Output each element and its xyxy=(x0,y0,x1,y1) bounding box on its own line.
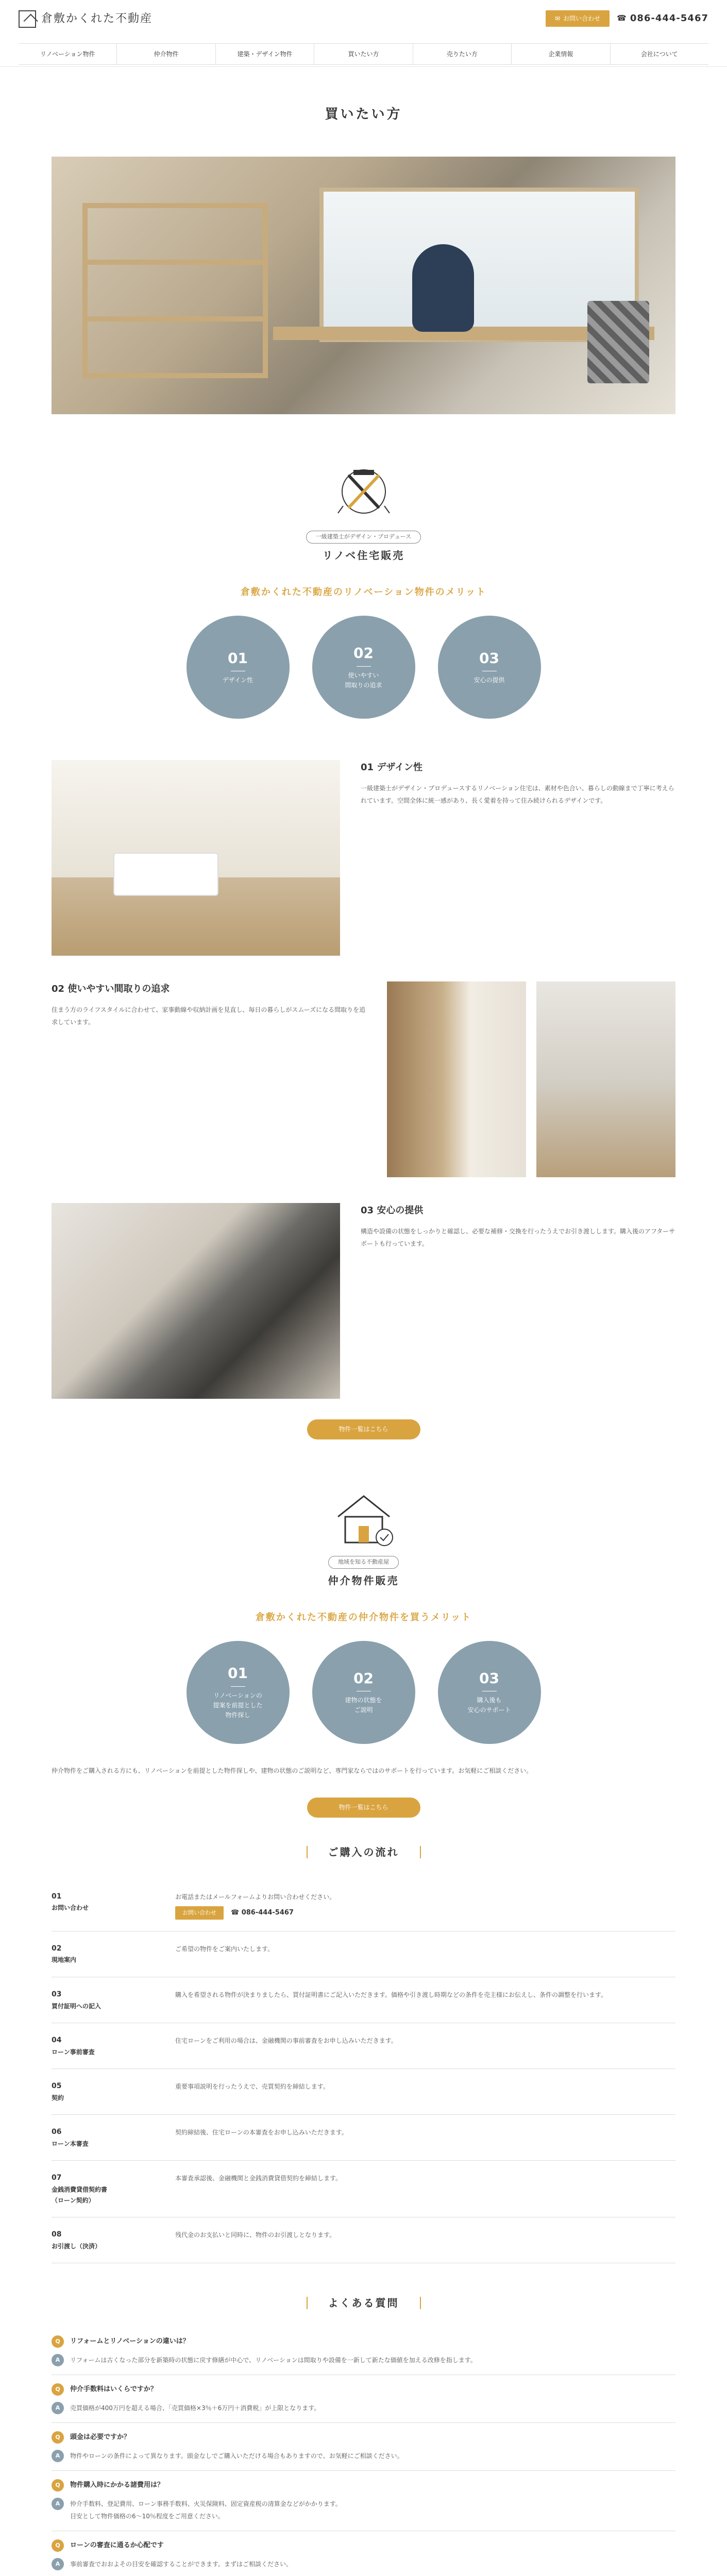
flow-step xyxy=(52,1879,675,1931)
feature-row-safety xyxy=(52,1203,675,1399)
merit-label: 安心の提供 xyxy=(474,676,505,684)
renovation-title: リノベ住宅販売 xyxy=(322,549,405,562)
nav-item-brokerage[interactable]: 仲介物件 xyxy=(117,44,215,64)
header-tel-number: 086-444-5467 xyxy=(630,12,708,24)
header-contact xyxy=(546,10,708,27)
flow-step-name: 金銭消費貸借契約書 （ローン契約） xyxy=(52,2186,108,2204)
renovation-merit-circles xyxy=(0,616,727,719)
feature-text xyxy=(361,1203,675,1399)
header-mail-button[interactable] xyxy=(546,10,610,27)
phone-icon: ☎ xyxy=(617,13,627,23)
flow-step-text: お電話またはメールフォームよりお問い合わせください。 xyxy=(175,1893,336,1901)
flow-step-label xyxy=(52,2172,175,2206)
flow-step-name: お引渡し（決済） xyxy=(52,2242,102,2250)
merit-divider xyxy=(231,1686,245,1687)
flow-step-number: 04 xyxy=(52,2036,62,2044)
answer-text: 物件やローンの条件によって異なります。頭金なしでご購入いただける場合もありますので、お気軽にご相談ください。 xyxy=(70,2452,403,2460)
faq-answer xyxy=(52,2402,675,2414)
hero-chair xyxy=(587,301,649,383)
hero-shelf xyxy=(82,203,268,378)
flow-step-label xyxy=(52,1943,175,1965)
merit-label: 使いやすい 間取りの追求 xyxy=(345,671,382,689)
flow-contact-buttons xyxy=(175,1906,675,1920)
merit-label: 購入後も 安心のサポート xyxy=(467,1697,511,1714)
merit-circle xyxy=(312,1641,415,1744)
flow-tel[interactable] xyxy=(231,1906,294,1920)
merit-circle xyxy=(312,616,415,719)
brokerage-merit-title: 倉敷かくれた不動産の仲介物件を買うメリット xyxy=(255,1612,472,1623)
flow-step-text: 契約締結後、住宅ローンの本審査をお申し込みいただきます。 xyxy=(175,2129,348,2137)
question-text: リフォームとリノベーションの違いは？ xyxy=(70,2337,190,2346)
hero-person xyxy=(412,244,474,332)
merit-number: 01 xyxy=(228,1665,248,1682)
page-title: 買いたい方 xyxy=(325,107,402,122)
question-badge: Q xyxy=(52,2431,64,2444)
answer-text: リフォームは古くなった部分を新築時の状態に戻す修繕が中心で、リノベーションは間取りや設備を一新して新たな価値を加える改修を指します。 xyxy=(70,2357,477,2364)
brokerage-list-button[interactable]: 物件一覧はこちら xyxy=(307,1798,420,1817)
flow-step-number: 05 xyxy=(52,2082,62,2091)
flow-step xyxy=(52,2217,675,2263)
flow-step-text: 残代金のお支払いと同時に、物件のお引渡しとなります。 xyxy=(175,2231,336,2239)
flow-step xyxy=(52,2161,675,2217)
faq-question[interactable] xyxy=(52,2539,675,2552)
header-tel[interactable] xyxy=(617,11,708,27)
flow-step-text: 重要事項説明を行ったうえで、売買契約を締結します。 xyxy=(175,2083,329,2091)
flow-mail-button[interactable]: お問い合わせ xyxy=(175,1906,224,1920)
renovation-list-button[interactable]: 物件一覧はこちら xyxy=(307,1419,420,1439)
site-logo[interactable] xyxy=(19,9,153,28)
renovation-heading xyxy=(0,455,727,564)
phone-icon: ☎ xyxy=(231,1908,242,1917)
flow-step-number: 03 xyxy=(52,1990,62,1998)
question-text: ローンの審査に通るか心配です xyxy=(70,2541,164,2550)
flow-step-label xyxy=(52,2035,175,2057)
flow-step-label xyxy=(52,1989,175,2011)
merit-number: 01 xyxy=(228,649,248,667)
answer-badge: A xyxy=(52,2558,64,2570)
merit-circle xyxy=(438,616,541,719)
feature-photo-closet xyxy=(536,981,675,1177)
merit-label: リノベーションの 提案を前提とした 物件探し xyxy=(213,1691,263,1719)
faq-answer xyxy=(52,2354,675,2366)
renovation-merit-title: 倉敷かくれた不動産のリノベーション物件のメリット xyxy=(240,586,487,598)
brokerage-merit-circles xyxy=(0,1641,727,1744)
flow-title xyxy=(0,1843,727,1861)
answer-badge: A xyxy=(52,2354,64,2366)
faq-item xyxy=(52,2531,675,2576)
flow-step-name: 現地案内 xyxy=(52,1956,77,1964)
flow-step xyxy=(52,1931,675,1977)
flow-step xyxy=(52,2115,675,2161)
flow-step-label xyxy=(52,2080,175,2103)
nav-item-renovation[interactable]: リノベーション物件 xyxy=(19,44,117,64)
feature-body: 構造や設備の状態をしっかりと確認し、必要な補修・交換を行ったうえでお引き渡しします。購入後のアフターサポートも行っています。 xyxy=(361,1228,675,1248)
brokerage-title: 仲介物件販売 xyxy=(328,1574,399,1587)
flow-step-name: 契約 xyxy=(52,2094,64,2102)
merit-number: 02 xyxy=(353,1669,374,1687)
logo-text: 倉敷かくれた不動産 xyxy=(41,12,153,25)
flow-step xyxy=(52,2023,675,2069)
feature-title: 03 安心の提供 xyxy=(361,1205,424,1216)
flow-step-name: お問い合わせ xyxy=(52,1904,89,1912)
faq-item xyxy=(52,2327,675,2375)
question-badge: Q xyxy=(52,2539,64,2552)
faq-question[interactable] xyxy=(52,2335,675,2348)
feature-body: 住まう方のライフスタイルに合わせて、家事動線や収納計画を見直し、毎日の暮らしがスムーズになる間取りを追求しています。 xyxy=(52,1006,366,1026)
flow-step xyxy=(52,1977,675,2023)
faq-list xyxy=(52,2327,675,2576)
flow-step-number: 06 xyxy=(52,2128,62,2137)
flow-step-text: ご希望の物件をご案内いたします。 xyxy=(175,1945,274,1953)
faq-item xyxy=(52,2471,675,2531)
feature-photo-layout xyxy=(387,981,675,1177)
purchase-flow xyxy=(52,1879,675,2264)
nav-item-sell[interactable]: 売りたい方 xyxy=(413,44,512,64)
merit-label: デザイン性 xyxy=(222,676,253,684)
answer-text: 売買価格が400万円を超える場合、「売買価格×3％＋6万円＋消費税」が上限となります。 xyxy=(70,2404,320,2412)
merit-number: 03 xyxy=(479,1669,499,1687)
nav-item-about[interactable]: 会社について xyxy=(640,50,678,58)
merit-label: 建物の状態を ご説明 xyxy=(345,1697,382,1714)
faq-question[interactable] xyxy=(52,2383,675,2396)
feature-title: 01 デザイン性 xyxy=(361,762,423,773)
feature-row-layout xyxy=(52,981,675,1177)
site-header xyxy=(0,0,727,67)
flow-step-text: 住宅ローンをご利用の場合は、金融機関の事前審査をお申し込みいただきます。 xyxy=(175,2037,397,2044)
nav-item-design[interactable]: 建築・デザイン物件 xyxy=(216,44,314,64)
flow-step-number: 01 xyxy=(52,1892,62,1901)
brokerage-note: 仲介物件をご購入される方にも、リノベーションを前提とした物件探しや、建物の状態のご説明など、専門家ならではのサポートを行っています。お気軽にご相談ください。 xyxy=(52,1767,533,1775)
house-icon xyxy=(323,1481,405,1553)
brokerage-pill: 地域を知る不動産屋 xyxy=(328,1556,399,1569)
nav-item-buy[interactable]: 買いたい方 xyxy=(314,44,413,64)
feature-photo-living xyxy=(387,981,526,1177)
answer-badge: A xyxy=(52,2450,64,2462)
flow-step-text: 本審査承認後、金融機関と金銭消費貸借契約を締結します。 xyxy=(175,2175,342,2182)
header-mail-label: お問い合わせ xyxy=(563,15,601,22)
nav-item-company[interactable]: 企業情報 xyxy=(512,44,610,64)
faq-item xyxy=(52,2375,675,2423)
feature-text xyxy=(361,760,675,956)
question-badge: Q xyxy=(52,2479,64,2492)
flow-step-text: 購入を希望される物件が決まりましたら、買付証明書にご記入いただきます。価格や引き渡し時期などの条件を売主様にお伝えし、条件の調整を行います。 xyxy=(175,1991,607,1998)
answer-text: 仲介手数料、登記費用、ローン事務手数料、火災保険料、固定資産税の清算金などがかかります。 目安として物件価格の6〜10％程度をご用意ください。 xyxy=(70,2500,342,2520)
question-text: 頭金は必要ですか？ xyxy=(70,2433,131,2442)
question-badge: Q xyxy=(52,2383,64,2396)
faq-title xyxy=(0,2294,727,2312)
answer-badge: A xyxy=(52,2402,64,2414)
faq-title-text: よくある質問 xyxy=(307,2297,421,2309)
hero-image xyxy=(52,157,675,414)
brokerage-heading xyxy=(0,1481,727,1589)
logo-icon xyxy=(19,10,36,28)
mail-icon: ✉ xyxy=(555,15,561,22)
answer-badge: A xyxy=(52,2498,64,2510)
house-illustration xyxy=(323,1481,405,1553)
flow-step-label xyxy=(52,2126,175,2149)
tools-illustration xyxy=(323,455,405,528)
faq-answer xyxy=(52,2558,675,2570)
question-badge: Q xyxy=(52,2335,64,2348)
feature-photo-safety xyxy=(52,1203,340,1399)
feature-photo-design xyxy=(52,760,340,956)
feature-title: 02 使いやすい間取りの追求 xyxy=(52,984,170,995)
tools-icon xyxy=(323,455,405,528)
flow-tel-number: 086-444-5467 xyxy=(241,1908,294,1917)
feature-row-design xyxy=(52,760,675,956)
faq-answer xyxy=(52,2450,675,2462)
faq-question[interactable] xyxy=(52,2431,675,2444)
flow-step-number: 07 xyxy=(52,2174,62,2182)
feature-text xyxy=(52,981,366,1177)
faq-question[interactable] xyxy=(52,2479,675,2492)
merit-circle xyxy=(438,1641,541,1744)
faq-item xyxy=(52,2423,675,2471)
flow-step-number: 02 xyxy=(52,1944,62,1953)
feature-body: 一級建築士がデザイン・プロデュースするリノベーション住宅は、素材や色合い、暮らしの動線まで丁寧に考えられています。空間全体に統一感があり、長く愛着を持って住み続けられるデザインです。 xyxy=(361,785,674,805)
flow-step-label xyxy=(52,2229,175,2251)
merit-number: 02 xyxy=(353,644,374,662)
merit-circle xyxy=(187,616,290,719)
flow-step-name: ローン事前審査 xyxy=(52,2048,95,2056)
merit-number: 03 xyxy=(479,649,499,667)
question-text: 物件購入時にかかる諸費用は？ xyxy=(70,2481,164,2489)
answer-text: 事前審査でおおよその目安を確認することができます。まずはご相談ください。 xyxy=(70,2561,293,2568)
flow-step-number: 08 xyxy=(52,2230,62,2239)
flow-step-body xyxy=(175,1891,675,1920)
merit-divider xyxy=(357,666,371,667)
flow-step-name: ローン本審査 xyxy=(52,2140,89,2148)
renovation-pill: 一級建築士がデザイン・プロデュース xyxy=(306,531,421,544)
global-nav xyxy=(19,43,708,65)
question-text: 仲介手数料はいくらですか？ xyxy=(70,2385,157,2394)
faq-answer xyxy=(52,2498,675,2522)
flow-step-label xyxy=(52,1891,175,1920)
flow-step xyxy=(52,2069,675,2115)
flow-step-name: 買付証明への記入 xyxy=(52,2002,102,2010)
merit-circle xyxy=(187,1641,290,1744)
flow-title-text: ご購入の流れ xyxy=(307,1846,421,1858)
